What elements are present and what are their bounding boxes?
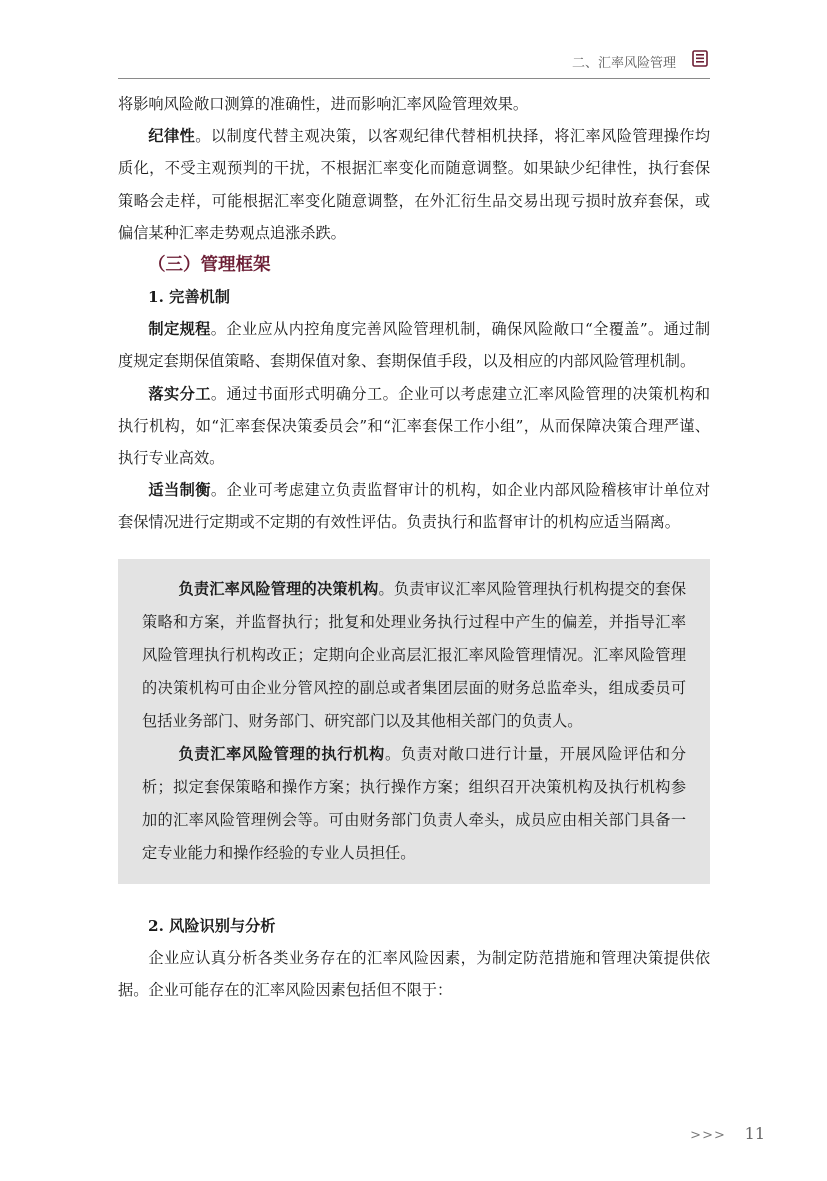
page-content xyxy=(118,88,710,1006)
page-footer xyxy=(690,1124,765,1143)
term-bold: 制定规程 xyxy=(148,320,211,339)
term-bold: 负责汇率风险管理的执行机构 xyxy=(178,744,385,763)
term-bold: 适当制衡 xyxy=(148,481,211,500)
callout-box xyxy=(118,559,710,884)
section-heading: （三）管理框架 xyxy=(148,255,271,276)
arrows-glyph: >>> xyxy=(690,1128,726,1143)
term-bold: 负责汇率风险管理的决策机构 xyxy=(178,579,379,598)
paragraph-rules: 制定规程。企业应从内控角度完善风险管理机制，确保风险敞口“全覆盖”。通过制度规定套期保值策略、套期保值对象、套期保值手段，以及相应的内部风险管理机制。 xyxy=(118,320,711,371)
paragraph: 将影响风险敞口测算的准确性，进而影响汇率风险管理效果。 xyxy=(118,95,529,113)
callout-paragraph-decision: 负责汇率风险管理的决策机构。负责审议汇率风险管理执行机构提交的套保策略和方案，并监督执行；批复和处理业务执行过程中产生的偏差，并指导汇率风险管理执行机构改正；定期向企业高层汇报汇率风险管理情况。汇率风险管理的决策机构可由企业分管风控的副总或者集团层面的财务总监牵头，组成委员可包括业务部门、财务部门、研究部门以及其他相关部门的负责人。 xyxy=(142,579,687,730)
term-bold: 落实分工 xyxy=(148,384,211,403)
sub-heading: 1. 完善机制 xyxy=(148,288,230,307)
paragraph-discipline: 纪律性。以制度代替主观决策，以客观纪律代替相机抉择，将汇率风险管理操作均质化，不受主观预判的干扰，不根据汇率变化而随意调整。如果缺少纪律性，执行套保策略会走样，可能根据汇率变化随意调整，在外汇衍生品交易出现亏损时放弃套保，或偏信某种汇率走势观点追涨杀跌。 xyxy=(118,127,711,242)
page-number: 11 xyxy=(744,1124,765,1143)
paragraph-checks: 适当制衡。企业可考虑建立负责监督审计的机构，如企业内部风险稽核审计单位对套保情况进行定期或不定期的有效性评估。负责执行和监督审计的机构应适当隔离。 xyxy=(118,481,711,532)
page-header xyxy=(118,46,710,79)
callout-paragraph-execution: 负责汇率风险管理的执行机构。负责对敞口进行计量，开展风险评估和分析；拟定套保策略和操作方案；执行操作方案；组织召开决策机构及执行机构参加的汇率风险管理例会等。可由财务部门负责人牵头，成员应由相关部门具备一定专业能力和操作经验的专业人员担任。 xyxy=(142,744,687,862)
sub-heading: 2. 风险识别与分析 xyxy=(148,916,276,935)
running-header-title: 二、汇率风险管理 xyxy=(571,56,676,71)
paragraph-identification: 企业应认真分析各类业务存在的汇率风险因素，为制定防范措施和管理决策提供依据。企业可能存在的汇率风险因素包括但不限于： xyxy=(118,948,710,1000)
term-bold: 纪律性 xyxy=(148,127,196,146)
book-icon xyxy=(692,50,708,67)
paragraph-division: 落实分工。通过书面形式明确分工。企业可以考虑建立汇率风险管理的决策机构和执行机构，如“汇率套保决策委员会”和“汇率套保工作小组”，从而保障决策合理严谨、执行专业高效。 xyxy=(118,384,711,468)
